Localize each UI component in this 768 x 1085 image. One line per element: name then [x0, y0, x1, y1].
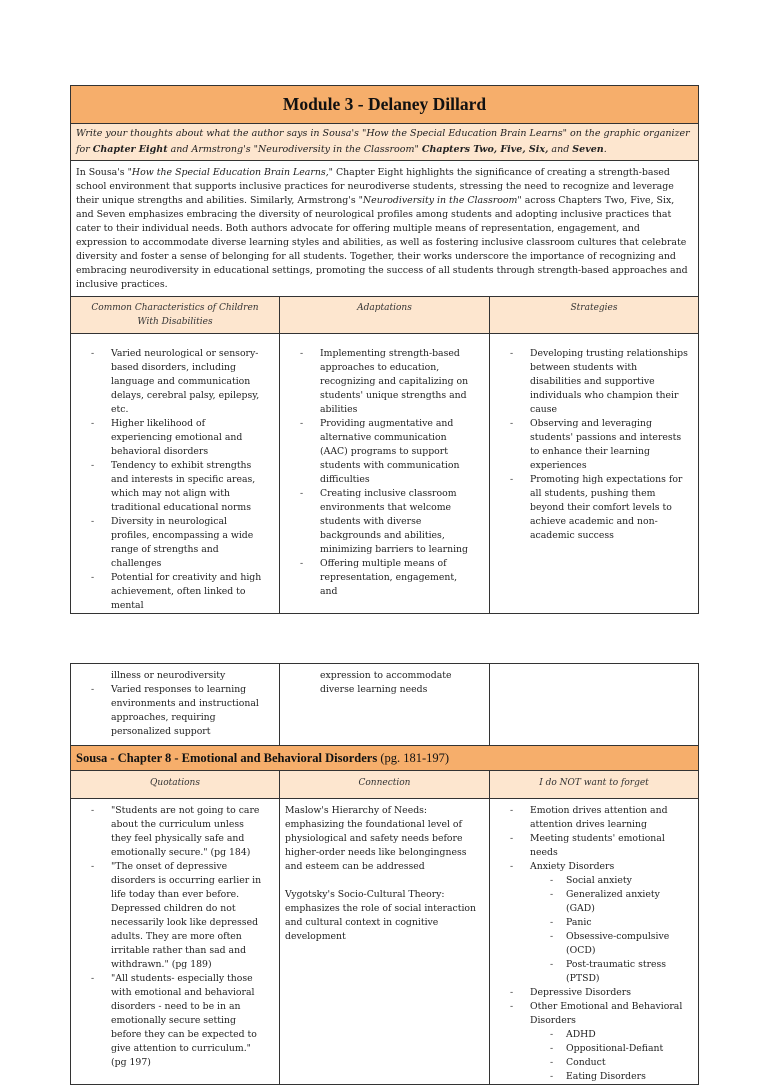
characteristics-cell-continued	[71, 664, 280, 746]
list-item: - Varied responses to learning environments and instructional approaches, requiring personalized support	[111, 683, 265, 739]
header-quotations: Quotations	[71, 771, 280, 799]
connection-paragraph: Maslow's Hierarchy of Needs: emphasizing the foundational level of physiological and safety needs before higher-order needs like belongingness and esteem can be addressed	[285, 805, 467, 872]
list-item: - Observing and leveraging students' passions and interests to enhance their learning experiences	[530, 417, 688, 473]
list-item: - Emotion drives attention and attention drives learning	[530, 804, 688, 832]
organizer-top	[70, 85, 698, 614]
header-strategies: Strategies	[490, 297, 699, 334]
dont-forget-cell	[490, 799, 699, 1085]
sub-list-item: - Eating Disorders	[566, 1070, 688, 1084]
list-item: - Higher likelihood of experiencing emotional and behavioral disorders	[111, 417, 265, 459]
quotations-cell	[71, 799, 280, 1085]
list-item: - Offering multiple means of representation, engagement, and	[320, 557, 475, 599]
strategies-cell-continued	[490, 664, 699, 746]
other-disorders-sublist	[566, 1028, 688, 1084]
instructions: Write your thoughts about what the author says in Sousa's "How the Special Education Brain Learns" on the graphic organizer for Chapter Eight and Armstrong's "Neurodiversity in the Classroom" Chapters Two, Five, Six, and Seven.	[71, 124, 699, 161]
sub-list-item: - Obsessive-compulsive (OCD)	[566, 930, 688, 958]
sub-list-item: - Generalized anxiety (GAD)	[566, 888, 688, 916]
organizer-continued	[70, 663, 698, 1085]
organizer-table	[70, 85, 699, 614]
continued-table	[70, 663, 699, 1085]
sub-list-item: - Conduct	[566, 1056, 688, 1070]
adaptations-cell-continued	[280, 664, 490, 746]
list-item: - Developing trusting relationships between students with disabilities and supportive individuals who champion their cause	[530, 347, 688, 417]
list-item: - "Students are not going to care about the curriculum unless they feel physically safe and emotionally secure." (pg 184)	[111, 804, 265, 860]
list-item: - Other Emotional and Behavioral Disorders - ADHD - Oppositional-Defiant - Conduct - Eating Disorders	[530, 1000, 688, 1084]
sub-list-item: - Oppositional-Defiant	[566, 1042, 688, 1056]
list-item: - Anxiety Disorders - Social anxiety - Generalized anxiety (GAD) - Panic - Obsessive-compulsive (OCD) - Post-traumatic stress (PTSD)	[530, 860, 688, 986]
characteristics-cell	[71, 334, 280, 614]
list-item: - Depressive Disorders	[530, 986, 688, 1000]
header-characteristics: Common Characteristics of Children With Disabilities	[71, 297, 280, 334]
list-item: - Diversity in neurological profiles, encompassing a wide range of strengths and challenges	[111, 515, 265, 571]
sub-list-item: - Post-traumatic stress (PTSD)	[566, 958, 688, 986]
sub-list-item: - ADHD	[566, 1028, 688, 1042]
summary-paragraph: In Sousa's "How the Special Education Brain Learns," Chapter Eight highlights the significance of creating a strength-based school environment that supports inclusive practices for neurodiverse students, stressing the need to recognize and leverage their unique strengths and abilities. Similarly, Armstrong's "Neurodiversity in the Classroom" across Chapters Two, Five, Six, and Seven emphasizes embracing the diversity of neurological profiles among students and adopting inclusive practices that cater to their individual needs. Both authors advocate for offering multiple means of representation, engagement, and expression to accommodate diverse learning styles and abilities, as well as fostering inclusive classroom cultures that celebrate diversity and foster a sense of belonging for all students. Together, their works underscore the importance of recognizing and embracing neurodiversity in educational settings, promoting the success of all students through strength-based approaches and inclusive practices.	[71, 161, 699, 297]
sub-list-item: - Panic	[566, 916, 688, 930]
header-connection: Connection	[280, 771, 490, 799]
list-item: - Tendency to exhibit strengths and interests in specific areas, which may not align with traditional educational norms	[111, 459, 265, 515]
list-item: - Promoting high expectations for all students, pushing them beyond their comfort levels to achieve academic and non-academic success	[530, 473, 688, 543]
list-item: - Meeting students' emotional needs	[530, 832, 688, 860]
list-item: - "The onset of depressive disorders is occurring earlier in life today than ever before. Depressed children do not necessarily look like depressed adults. They are more often irritable rather than sad and withdrawn." (pg 189)	[111, 860, 265, 972]
header-adaptations: Adaptations	[280, 297, 490, 334]
section-title: Sousa - Chapter 8 - Emotional and Behavioral Disorders (pg. 181-197)	[71, 746, 699, 771]
adaptations-cell	[280, 334, 490, 614]
connection-cell	[280, 799, 490, 1085]
list-item: - Potential for creativity and high achievement, often linked to mental	[111, 571, 265, 613]
page-title: Module 3 - Delaney Dillard	[71, 86, 699, 124]
continued-text: illness or neurodiversity	[111, 670, 226, 681]
list-item: - Implementing strength-based approaches to education, recognizing and capitalizing on students' unique strengths and abilities	[320, 347, 475, 417]
strategies-cell	[490, 334, 699, 614]
continued-text: expression to accommodate diverse learning needs	[320, 670, 452, 695]
anxiety-sublist	[566, 874, 688, 986]
list-item: - "All students- especially those with emotional and behavioral disorders - need to be in an emotionally secure setting before they can be expected to give attention to curriculum." (pg 197)	[111, 972, 265, 1070]
header-dont-forget: I do NOT want to forget	[490, 771, 699, 799]
connection-paragraph: Vygotsky's Socio-Cultural Theory: emphasizes the role of social interaction and cultural context in cognitive development	[285, 889, 477, 942]
sub-list-item: - Social anxiety	[566, 874, 688, 888]
list-item: - Creating inclusive classroom environments that welcome students with diverse backgrounds and abilities, minimizing barriers to learning	[320, 487, 475, 557]
list-item: - Providing augmentative and alternative communication (AAC) programs to support students with communication difficulties	[320, 417, 475, 487]
list-item: - Varied neurological or sensory-based disorders, including language and communication delays, cerebral palsy, epilepsy, etc.	[111, 347, 265, 417]
